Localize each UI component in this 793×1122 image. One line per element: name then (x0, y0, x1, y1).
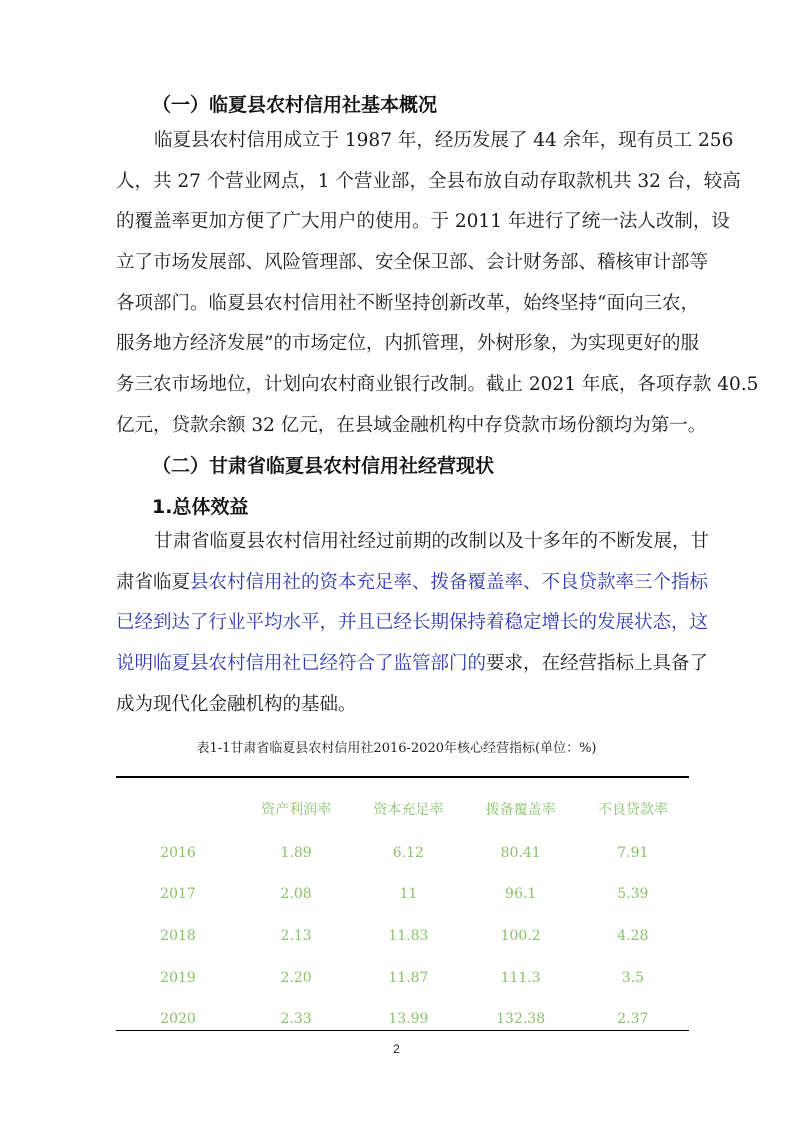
paragraph-line: 亿元，贷款余额 32 亿元，在县域金融机构中存贷款市场份额均为第一。 (116, 414, 707, 436)
table-cell: 2018 (160, 927, 196, 944)
paragraph-line (116, 522, 710, 563)
table-cell: 2.13 (280, 927, 312, 944)
text-run: 肃省临夏 (116, 571, 191, 593)
table-cell: 2019 (160, 969, 196, 986)
column-header (116, 786, 240, 832)
table-cell: 11.87 (388, 969, 429, 986)
table-cell: 2016 (160, 844, 196, 861)
paragraph-line: 服务地方经济发展”的市场定位，内抓管理，外树形象，为实现更好的服 (116, 333, 699, 355)
subheading-overall-benefit: 1.总体效益 (152, 496, 249, 518)
core-indicators-table (116, 786, 689, 1040)
text-run: 成为现代化金融机构的基础。 (116, 693, 357, 715)
column-header: 资产利润率 (261, 802, 332, 818)
table-cell: 2020 (160, 1011, 196, 1028)
text-run: 甘肃省临夏县农村信用社经过前期的改制以及十多年的不断发展，甘 (154, 531, 710, 552)
highlighted-text-run: 说明临夏县农村信用社已经符合了监管部门的 (116, 653, 487, 675)
table-cell: 2.33 (280, 1011, 312, 1028)
table-cell: 80.41 (500, 844, 541, 861)
table-cell: 5.39 (617, 886, 649, 903)
table-cell: 132.38 (496, 1011, 546, 1028)
table-row (116, 832, 689, 874)
overview-paragraph (116, 121, 759, 447)
paragraph-line: 立了市场发展部、风险管理部、安全保卫部、会计财务部、稽核审计部等 (116, 252, 709, 274)
highlighted-text-run: 已经到达了行业平均水平，并且已经长期保持着稳定增长的发展状态，这 (116, 612, 709, 634)
table-cell: 11 (399, 886, 418, 903)
section-heading-status: （二）甘肃省临夏县农村信用社经营现状 (152, 455, 495, 477)
table-row (116, 915, 689, 957)
table-cell: 96.1 (505, 886, 537, 903)
table-cell: 111.3 (500, 969, 541, 986)
table-cell: 2.37 (617, 1011, 649, 1028)
table-row (116, 874, 689, 916)
table-cell: 2017 (160, 886, 196, 903)
paragraph-line (116, 685, 701, 726)
paragraph-line: 务三农市场地位，计划向农村商业银行改制。截止 2021 年底，各项存款 40.5 (116, 374, 759, 396)
table-cell: 7.91 (617, 844, 649, 861)
column-header: 拨备覆盖率 (485, 802, 556, 818)
table-cell: 4.28 (617, 927, 649, 944)
table-row (116, 998, 689, 1040)
table-cell: 6.12 (392, 844, 424, 861)
paragraph-line: 临夏县农村信用成立于 1987 年，经历发展了 44 余年，现有员工 256 (154, 130, 734, 151)
table-cell: 13.99 (388, 1011, 429, 1028)
paragraph-line: 的覆盖率更加方便了广大用户的使用。于 2011 年进行了统一法人改制，设 (116, 211, 730, 233)
paragraph-line (116, 563, 709, 604)
table-cell: 3.5 (621, 969, 644, 986)
paragraph-line: 各项部门。临夏县农村信用社不断坚持创新改革，始终坚持“面向三农， (116, 292, 699, 314)
table-cell: 100.2 (500, 927, 541, 944)
section-heading-overview: （一）临夏县农村信用社基本概况 (152, 94, 438, 116)
highlighted-text-run: 县农村信用社的资本充足率、拨备覆盖率、不良贷款率三个指标 (190, 571, 709, 593)
table-header-row (116, 786, 689, 832)
page-number: 2 (393, 1042, 400, 1056)
table-top-rule (116, 776, 689, 778)
table-cell: 11.83 (388, 927, 429, 944)
table-bottom-rule (116, 1030, 689, 1031)
table-cell: 1.89 (280, 844, 312, 861)
column-header: 资本充足率 (373, 802, 444, 818)
column-header: 不良贷款率 (597, 802, 668, 818)
table-cell: 2.20 (280, 969, 312, 986)
table-cell: 2.08 (280, 886, 312, 903)
table-row (116, 957, 689, 999)
status-paragraph (116, 522, 710, 725)
paragraph-line (116, 644, 709, 685)
text-run: 要求，在经营指标上具备了 (486, 653, 709, 675)
table-caption: 表1-1甘肃省临夏县农村信用社2016-2020年核心经营指标(单位：%) (196, 741, 597, 756)
paragraph-line (116, 603, 709, 644)
paragraph-line: 人，共 27 个营业网点，1 个营业部，全县布放自动存取款机共 32 台，较高 (116, 170, 741, 192)
